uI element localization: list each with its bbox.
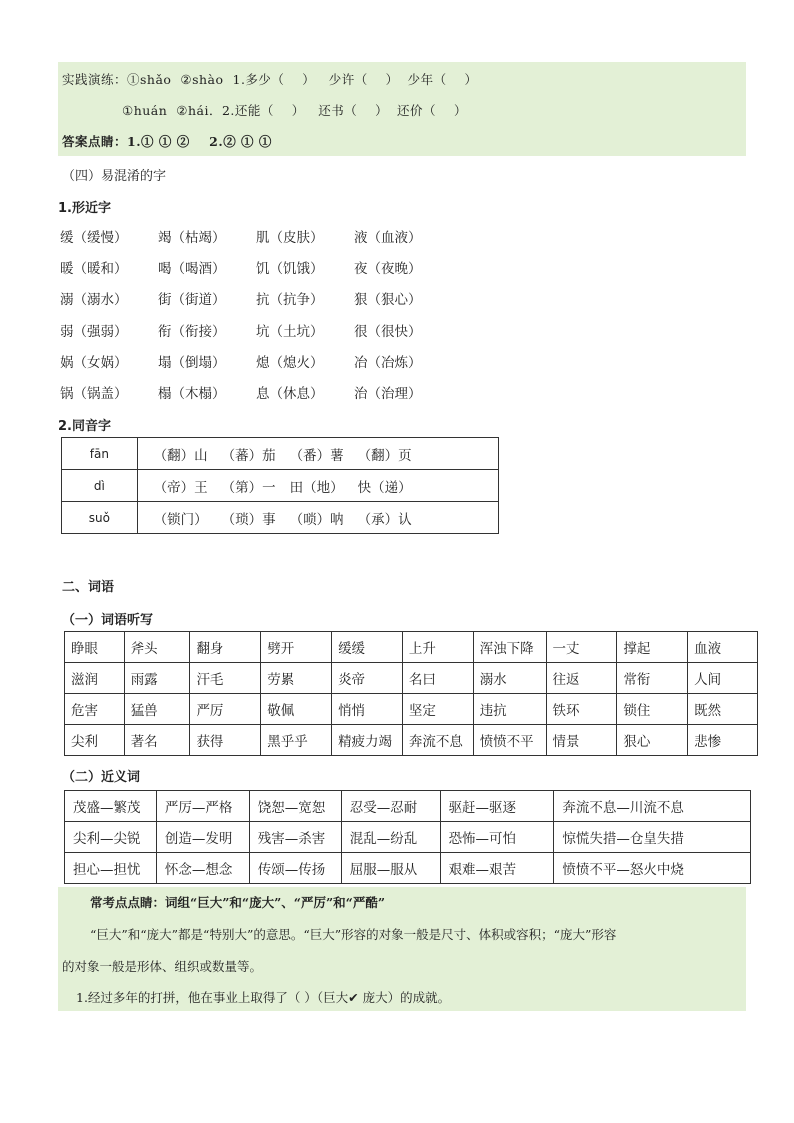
xingjin-item: 很（很快）: [354, 324, 422, 340]
dictation-word: 溺水: [473, 663, 546, 694]
homophone-words: [137, 470, 498, 502]
dictation-word: 危害: [65, 694, 125, 725]
xingjin-item: 饥（饥饿）: [256, 261, 324, 277]
dictation-word: 劳累: [261, 663, 332, 694]
homophone-row: [62, 470, 499, 502]
dictation-word: 情景: [546, 725, 617, 756]
homophone-word: （翻）页: [357, 447, 412, 464]
dictation-word: 既然: [688, 694, 758, 725]
synonym-pair: 驱赶—驱逐: [440, 791, 554, 822]
synonym-pair: 混乱—纷乱: [341, 822, 440, 853]
synonym-pair: 传颂—传扬: [249, 853, 341, 884]
xingjin-item: 缓（缓慢）: [60, 230, 128, 246]
xingjin-item: 抗（抗争）: [256, 292, 324, 308]
dictation-word: 劈开: [261, 632, 332, 663]
homophone-pinyin: suǒ: [62, 502, 138, 534]
dictation-word: 一丈: [546, 632, 617, 663]
dictation-row: [65, 663, 758, 694]
practice-line-1: 实践演练：①shǎo ②shào 1.多少（ ） 少许（ ） 少年（ ）: [62, 72, 478, 87]
dictation-word: 撑起: [617, 632, 688, 663]
dictation-word: 狠心: [617, 725, 688, 756]
homophone-table: [61, 437, 499, 534]
homophone-word: （琐）事: [221, 511, 276, 528]
xingjin-item: 溺（溺水）: [60, 292, 128, 308]
homophone-pinyin: dì: [62, 470, 138, 502]
xingjin-item: 衔（衔接）: [158, 324, 226, 340]
homophone-pinyin: fān: [62, 438, 138, 470]
synonym-title: （二）近义词: [62, 770, 141, 785]
practice-answer: 答案点睛：1.① ① ② 2.② ① ①: [62, 134, 272, 149]
synonym-pair: 忍受—忍耐: [341, 791, 440, 822]
dictation-word: 炎帝: [332, 663, 403, 694]
dictation-word: 猛兽: [124, 694, 190, 725]
synonym-pair: 残害—杀害: [249, 822, 341, 853]
dictation-word: 上升: [402, 632, 473, 663]
xingjin-item: 喝（喝酒）: [158, 261, 226, 277]
xingjin-item: 榻（木榻）: [158, 386, 226, 402]
homophone-word: （番）薯: [289, 447, 344, 464]
dictation-row: [65, 694, 758, 725]
synonym-pair: 怀念—想念: [156, 853, 249, 884]
dictation-word: 睁眼: [65, 632, 125, 663]
practice-line-2: ①huán ②hái．2.还能（ ） 还书（ ） 还价（ ）: [122, 103, 467, 118]
synonym-pair: 惊慌失措—仓皇失措: [554, 822, 751, 853]
dictation-word: 悄悄: [332, 694, 403, 725]
homophone-word: （锁门）: [153, 511, 208, 528]
synonym-pair: 恐怖—可怕: [440, 822, 554, 853]
xingjin-item: 息（休息）: [256, 386, 324, 402]
synonym-pair: 尖利—尖锐: [65, 822, 157, 853]
xingjin-item: 夜（夜晚）: [354, 261, 422, 277]
xingjin-item: 暖（暖和）: [60, 261, 128, 277]
homophone-word: （蕃）茄: [221, 447, 276, 464]
dictation-word: 悲惨: [688, 725, 758, 756]
synonym-pair: 艰难—艰苦: [440, 853, 554, 884]
dictation-word: 黑乎乎: [261, 725, 332, 756]
homophone-words: [137, 438, 498, 470]
tongyin-title: 2.同音字: [58, 419, 111, 434]
dictation-row: [65, 725, 758, 756]
dictation-word: 获得: [190, 725, 261, 756]
synonym-pair: 创造—发明: [156, 822, 249, 853]
dictation-word: 坚定: [402, 694, 473, 725]
synonym-pair: 茂盛—繁茂: [65, 791, 157, 822]
xingjin-item: 治（治理）: [354, 386, 422, 402]
xingjin-title: 1.形近字: [58, 201, 111, 216]
dictation-word: 违抗: [473, 694, 546, 725]
xingjin-item: 锅（锅盖）: [60, 386, 128, 402]
synonym-pair: 屈服—服从: [341, 853, 440, 884]
xingjin-item: 狠（狠心）: [354, 292, 422, 308]
dictation-word: 铁环: [546, 694, 617, 725]
synonym-pair: 饶恕—宽恕: [249, 791, 341, 822]
tip-paragraph-2: 的对象一般是形体、组织或数量等。: [62, 959, 263, 974]
dictation-word: 愤愤不平: [473, 725, 546, 756]
synonym-pair: 担心—担忧: [65, 853, 157, 884]
tip-paragraph-1: “巨大”和“庞大”都是“特别大”的意思。“巨大”形容的对象一般是尺寸、体积或容积；“庞大”形容: [90, 927, 617, 942]
section2-title: 二、词语: [62, 580, 115, 595]
xingjin-item: 熄（熄火）: [256, 355, 324, 371]
homophone-word: （翻）山: [153, 447, 208, 464]
dictation-word: 敬佩: [261, 694, 332, 725]
dictation-word: 滋润: [65, 663, 125, 694]
confusing-title: （四）易混淆的字: [62, 169, 167, 184]
synonym-row: [65, 822, 751, 853]
homophone-word: （唢）呐: [289, 511, 344, 528]
synonym-pair: 愤愤不平—怒火中烧: [554, 853, 751, 884]
xingjin-item: 街（街道）: [158, 292, 226, 308]
dictation-word: 血液: [688, 632, 758, 663]
xingjin-item: 塌（倒塌）: [158, 355, 226, 371]
xingjin-item: 液（血液）: [354, 230, 422, 246]
dictation-word: 雨露: [124, 663, 190, 694]
tip-box: [58, 887, 746, 1011]
dictation-row: [65, 632, 758, 663]
dictation-word: 严厉: [190, 694, 261, 725]
dictation-word: 往返: [546, 663, 617, 694]
xingjin-item: 肌（皮肤）: [256, 230, 324, 246]
dictation-word: 缓缓: [332, 632, 403, 663]
dictation-table: [64, 631, 758, 756]
dictation-word: 著名: [124, 725, 190, 756]
tip-exercise: 1.经过多年的打拼，他在事业上取得了（ ）（巨大✔ 庞大）的成就。: [76, 990, 451, 1005]
xingjin-item: 竭（枯竭）: [158, 230, 226, 246]
synonym-pair: 奔流不息—川流不息: [554, 791, 751, 822]
synonym-table: [64, 790, 751, 884]
dictation-word: 奔流不息: [402, 725, 473, 756]
homophone-row: [62, 438, 499, 470]
dictation-title: （一）词语听写: [62, 613, 154, 628]
practice-box: [58, 62, 746, 156]
dictation-word: 锁住: [617, 694, 688, 725]
xingjin-item: 冶（冶炼）: [354, 355, 422, 371]
synonym-row: [65, 853, 751, 884]
homophone-word: 快（递）: [357, 479, 412, 496]
homophone-word: （帝）王: [153, 479, 208, 496]
homophone-word: （第）一: [221, 479, 276, 496]
dictation-word: 汗毛: [190, 663, 261, 694]
dictation-word: 名曰: [402, 663, 473, 694]
dictation-word: 常衔: [617, 663, 688, 694]
homophone-row: [62, 502, 499, 534]
homophone-word: 田（地）: [289, 479, 344, 496]
xingjin-item: 弱（强弱）: [60, 324, 128, 340]
dictation-word: 翻身: [190, 632, 261, 663]
xingjin-item: 娲（女娲）: [60, 355, 128, 371]
dictation-word: 斧头: [124, 632, 190, 663]
homophone-words: [137, 502, 498, 534]
synonym-row: [65, 791, 751, 822]
dictation-word: 人间: [688, 663, 758, 694]
synonym-pair: 严厉—严格: [156, 791, 249, 822]
dictation-word: 浑浊下降: [473, 632, 546, 663]
homophone-word: （承）认: [357, 511, 412, 528]
tip-title: 常考点点睛：词组“巨大”和“庞大”、“严厉”和“严酷”: [90, 895, 386, 910]
dictation-word: 尖利: [65, 725, 125, 756]
dictation-word: 精疲力竭: [332, 725, 403, 756]
xingjin-item: 坑（土坑）: [256, 324, 324, 340]
